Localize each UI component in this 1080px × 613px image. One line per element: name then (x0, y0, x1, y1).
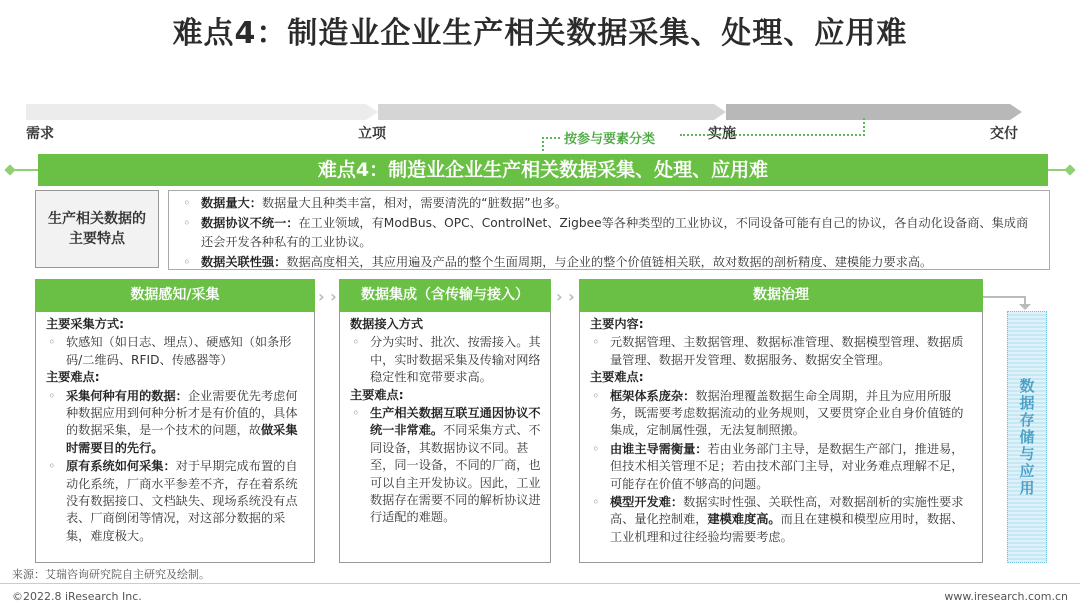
item-text: 企业需要优先考虑何种数据应用到何种分析才是有价值的，具体的数据采集，是一个技术的问题，故 (66, 388, 298, 438)
page-title: 难点4：制造业企业生产相关数据采集、处理、应用难 (172, 16, 908, 51)
feature-item: ◦ 数据协议不统一：在工业领域，有ModBus、OPC、ControlNet、Zigbee等各种类型的工业协议，不同设备可能有自己的协议，各自动化设备商、集成商还会开发各种私有的工业协议。 (183, 215, 1029, 249)
list-item: ◦ 由谁主导需衡量：若由业务部门主导，是数据生产部门，推进易，但技术相关管理不足；若由技术部门主导，对业务难点理解不足，可能存在价值不够高的问题。 (592, 441, 964, 491)
stage-label-initiation: 立项 (358, 126, 386, 142)
section-subtitle: 数据接入方式 (350, 317, 424, 331)
arrow-down-icon (1019, 304, 1031, 310)
item-title: 采集何种有用的数据： (66, 388, 188, 403)
stage-label-delivery: 交付 (990, 126, 1018, 142)
difficulty-banner: 难点4：制造业企业生产相关数据采集、处理、应用难 (38, 154, 1048, 186)
item-text: 若由业务部门主导，是数据生产部门，推进易，但技术相关管理不足；若由技术部门主导，对业务难点理解不足，可能存在价值不够高的问题。 (610, 441, 964, 491)
stage-arrow-1 (26, 104, 378, 120)
feature-text: 在工业领域，有ModBus、OPC、ControlNet、Zigbee等各种类型的工业协议，不同设备可能有自己的协议，各自动化设备商、集成商还会开发各种私有的工业协议。 (201, 215, 1029, 249)
participant-connector-right (680, 118, 865, 136)
footer-divider (0, 583, 1080, 584)
banner-left-line (12, 169, 38, 171)
item-title: 生产相关数据互联互通因协议不统一非常难。 (370, 406, 541, 438)
item-text: 数据实时性强、关联性高，对数据剖析的实施性要求高、量化控制难， (610, 495, 964, 527)
storage-connector (983, 296, 1025, 298)
section-subtitle: 主要采集方式: (46, 317, 124, 331)
item-text-end: 而且在建模和模型应用时，数据、工业机理和过往经验均需要考虑。 (610, 512, 964, 544)
copyright: ©2022.8 iResearch Inc. (12, 590, 142, 603)
storage-box (1007, 311, 1047, 563)
chevron-right-icon: › › (318, 287, 337, 306)
features-label: 生产相关数据的主要特点 (35, 190, 159, 268)
list-item: ◦ 元数据管理、主数据管理、数据标准管理、数据模型管理、数据质量管理、数据开发管理、数据服务、数据安全管理。 (592, 335, 964, 367)
feature-title: 数据协议不统一： (201, 215, 299, 230)
storage-label: 数据存储与应用 (1017, 377, 1036, 497)
website: www.iresearch.com.cn (944, 590, 1068, 603)
feature-title: 数据关联性强： (201, 254, 287, 269)
sensing-header: 数据感知/采集 (35, 279, 315, 311)
list-item: ◦ 模型开发难：数据实时性强、关联性高，对数据剖析的实施性要求高、量化控制难，建模难度高。而且在建模和模型应用时，数据、工业机理和过往经验均需要考虑。 (592, 495, 964, 544)
participant-label: 按参与要素分类 (564, 132, 656, 147)
item-title: 模型开发难： (610, 495, 684, 510)
item-bold-mid: 建模难度高。 (707, 512, 781, 527)
list-item: ◦ 分为实时、批次、按需接入。其中，实时数据采集及传输对网络稳定性和宽带要求高。 (352, 335, 541, 385)
list-item: ◦ 原有系统如何采集：对于早期完成布置的自动化系统，厂商水平参差不齐，存在着系统没有数据接口、文档缺失、现场系统没有点表、厂商倒闭等情况，对这部分数据的采集，难度极大。 (48, 459, 298, 543)
participant-connector-left (542, 137, 560, 151)
item-title: 由谁主导需衡量： (610, 441, 708, 456)
item-text: 元数据管理、主数据管理、数据标准管理、数据模型管理、数据质量管理、数据开发管理、数据服务、数据安全管理。 (610, 335, 964, 367)
stage-arrow-2 (378, 104, 726, 120)
feature-item: ◦ 数据量大：数据量大且种类丰富，相对，需要清洗的“脏数据”也多。 (183, 196, 568, 210)
item-text: 不同采集方式、不同设备，其数据协议不同。甚至，同一设备，不同的厂商，也可以自主开发协议。因此，工业数据存在需要不同的解析协议进行适配的难题。 (370, 423, 541, 525)
stage-label-demand: 需求 (26, 126, 54, 142)
feature-item: ◦ 数据关联性强：数据高度相关，其应用遍及产品的整个生面周期，与企业的整个价值链相关联，故对数据的剖析精度、建模能力要求高。 (183, 254, 933, 269)
list-item: ◦ 框架体系庞杂：数据治理覆盖数据生命全周期，并且为应用所服务，既需要考虑数据流动的业务规则，又要贯穿企业自身价值链的集成，定制属性强，无法复制照搬。 (592, 388, 964, 438)
banner-right-diamond (1064, 164, 1075, 175)
feature-text: 数据量大且种类丰富，相对，需要清洗的“脏数据”也多。 (261, 196, 568, 210)
section-subtitle: 主要难点: (350, 387, 404, 402)
item-text: 软感知（如日志、埋点）、硬感知（如条形码/二维码、RFID、传感器等） (66, 335, 292, 367)
item-text: 分为实时、批次、按需接入。其中，实时数据采集及传输对网络稳定性和宽带要求高。 (370, 335, 541, 385)
list-item: ◦ 生产相关数据互联互通因协议不统一非常难。不同采集方式、不同设备，其数据协议不同。甚至，同一设备，不同的厂商，也可以自主开发协议。因此，工业数据存在需要不同的解析协议进行适配的难题。 (352, 406, 541, 525)
governance-header: 数据治理 (579, 279, 983, 311)
item-title: 框架体系庞杂： (610, 388, 696, 403)
item-title: 原有系统如何采集： (66, 459, 176, 474)
item-text: 对于早期完成布置的自动化系统，厂商水平参差不齐，存在着系统没有数据接口、文档缺失、现场系统没有点表、厂商倒闭等情况，对这部分数据的采集，难度极大。 (66, 459, 298, 543)
integration-box (339, 311, 551, 563)
stage-label-implementation: 实施 (708, 126, 736, 142)
features-box (168, 190, 1050, 270)
source-note: 来源：艾瑞咨询研究院自主研究及绘制。 (12, 568, 210, 581)
feature-text: 数据高度相关，其应用遍及产品的整个生面周期，与企业的整个价值链相关联，故对数据的剖析精度、建模能力要求高。 (286, 254, 933, 269)
list-item: ◦ 采集何种有用的数据：企业需要优先考虑何种数据应用到何种分析才是有价值的，具体的数据采集，是一个技术的问题，故做采集时需要目的先行。 (48, 388, 298, 455)
feature-title: 数据量大： (201, 196, 262, 210)
sensing-box (35, 311, 315, 563)
governance-box (579, 311, 983, 563)
item-text: 数据治理覆盖数据生命全周期，并且为应用所服务，既需要考虑数据流动的业务规则，又要贯穿企业自身价值链的集成，定制属性强，无法复制照搬。 (610, 388, 964, 438)
list-item: ◦ 软感知（如日志、埋点）、硬感知（如条形码/二维码、RFID、传感器等） (48, 335, 292, 367)
integration-header: 数据集成（含传输与接入） (339, 279, 551, 311)
item-bold-end: 做采集时需要目的先行。 (66, 423, 298, 455)
chevron-right-icon: › › (556, 287, 575, 306)
section-subtitle: 主要内容: (590, 317, 644, 331)
section-subtitle: 主要难点: (590, 370, 644, 385)
section-subtitle: 主要难点: (46, 370, 100, 385)
